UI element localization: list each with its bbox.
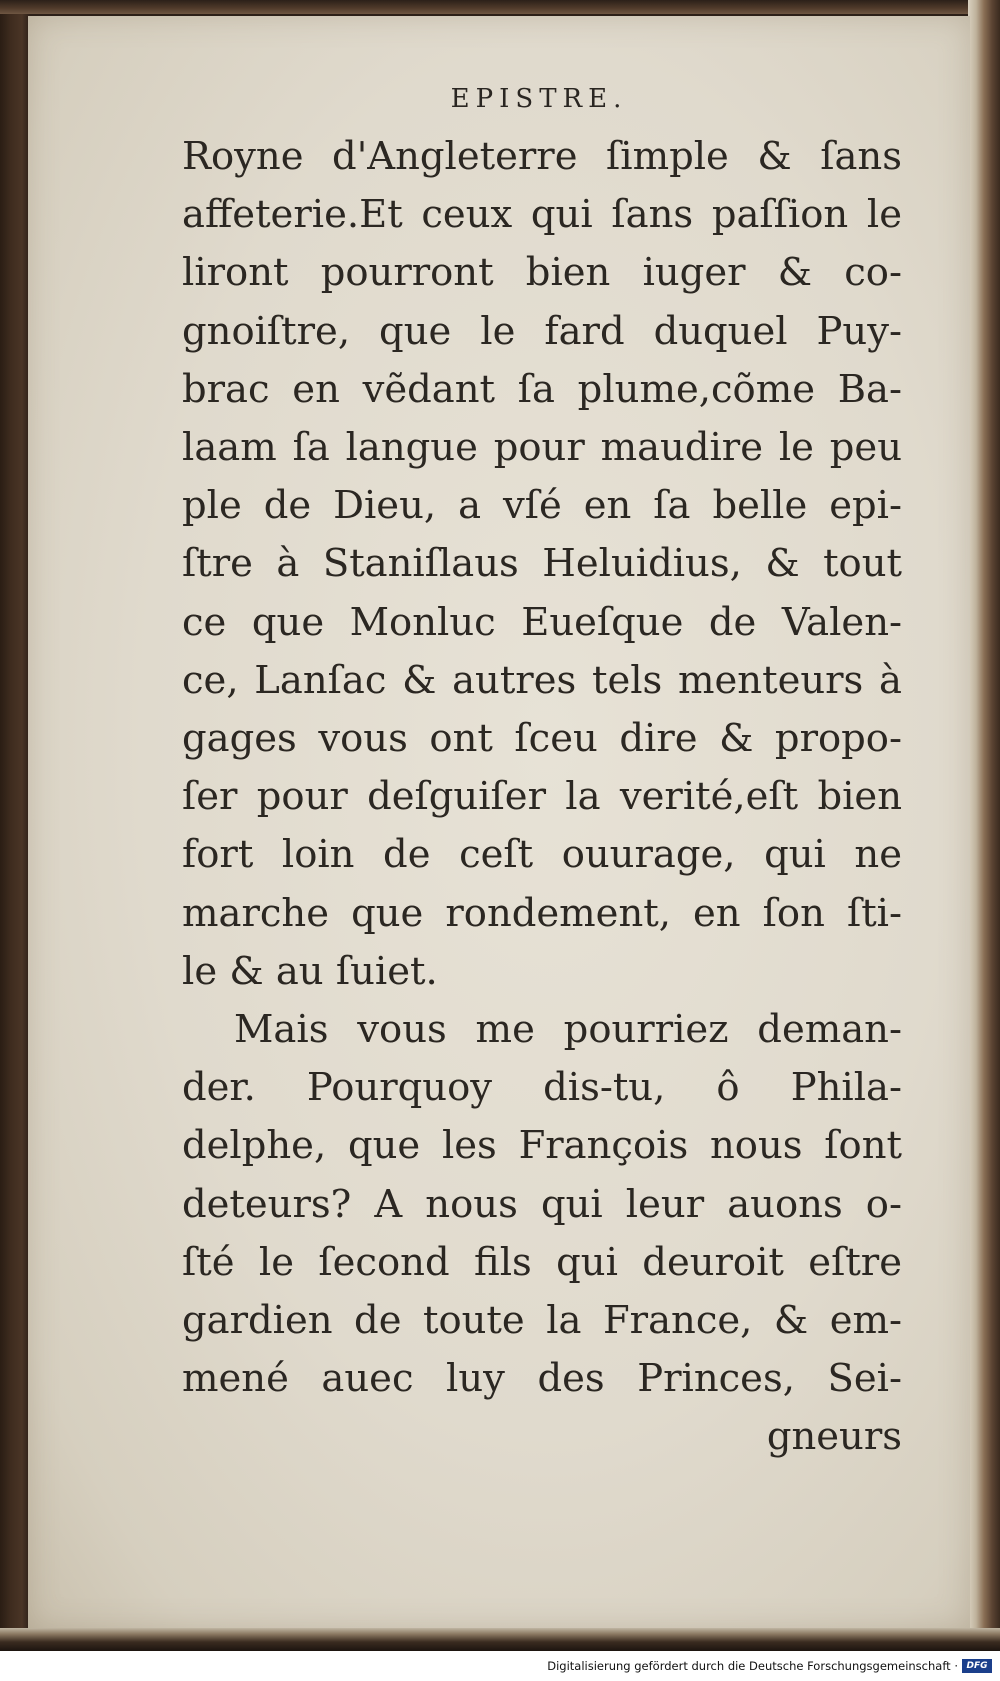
body-text <box>182 128 902 1467</box>
text-line: gages vous ont ſceu dire & propo- <box>182 716 902 762</box>
text-line: delphe, que les François nous ſont <box>182 1123 902 1169</box>
text-line: der. Pourquoy dis-tu, ô Phila- <box>182 1065 902 1111</box>
text-line: ſtre à Staniſlaus Heluidius, & tout <box>182 541 902 587</box>
dfg-logo: DFG <box>962 1659 992 1673</box>
text-line: Mais vous me pourriez deman- <box>234 1007 902 1053</box>
text-line: Royne d'Angleterre ſimple & ſans <box>182 134 902 179</box>
text-line: affeterie.Et ceux qui ſans paſſion le <box>182 192 902 238</box>
catchword: gneurs <box>766 1414 902 1460</box>
book-edge-bottom <box>0 1628 1000 1651</box>
book-edge-top <box>0 0 1000 14</box>
text-line: brac en vẽdant ſa plume,cõme Ba- <box>182 366 902 412</box>
text-line: ſer pour deſguiſer la verité,eſt bien <box>182 774 902 820</box>
running-head: EPISTRE. <box>450 84 628 114</box>
text-line: deteurs? A nous qui leur auons o- <box>182 1181 902 1227</box>
book-edge-right <box>968 0 1000 1651</box>
footer-bar <box>0 1651 1000 1681</box>
text-line: fort loin de ceſt ouurage, qui ne <box>182 832 902 878</box>
text-line: marche que rondement, en ſon ſti- <box>182 890 902 936</box>
text-line: gnoiſtre, que le fard duquel Puy- <box>182 308 902 354</box>
text-line: ce, Lanſac & autres tels menteurs à <box>182 657 902 703</box>
text-line: liront pourront bien iuger & co- <box>182 250 902 296</box>
text-line: ple de Dieu, a vſé en ſa belle epi- <box>182 483 902 529</box>
text-line: gardien de toute la France, & em- <box>182 1298 902 1344</box>
text-line: mené auec luy des Princes, Sei- <box>182 1356 902 1402</box>
text-line: ſté le ſecond fils qui deuroit eſtre <box>182 1239 902 1285</box>
text-line: ce que Monluc Eueſque de Valen- <box>182 599 902 645</box>
text-line: laam ſa langue pour maudire le peu <box>182 425 902 471</box>
text-line: le & au ſuiet. <box>182 948 438 994</box>
digitization-credit: Digitalisierung gefördert durch die Deutsche Forschungsgemeinschaft · <box>547 1659 958 1673</box>
